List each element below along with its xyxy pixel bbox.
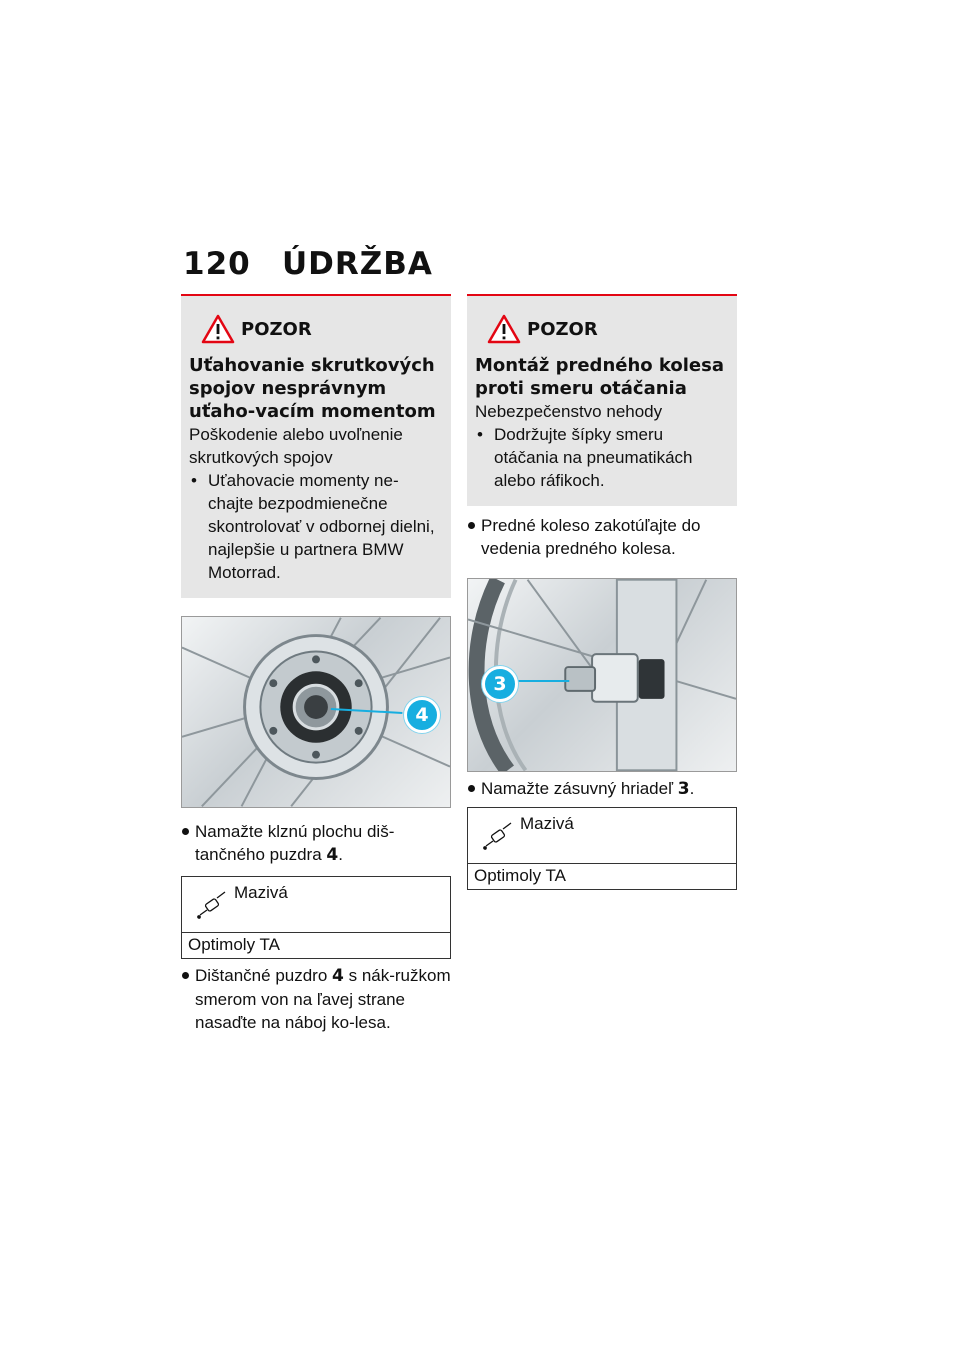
- page-section-title: ÚDRŽBA: [282, 246, 433, 282]
- step-item: [181, 820, 451, 867]
- lubricant-value: Optimoly TA: [474, 866, 566, 885]
- warning-text: Nebezpečenstvo nehody: [475, 402, 663, 421]
- warning-box: [467, 294, 737, 506]
- warning-subtitle: Montáž predného kolesa proti smeru otáčania: [475, 355, 725, 399]
- step-end: .: [338, 845, 343, 864]
- warning-header: [201, 314, 443, 344]
- warning-title: POZOR: [527, 318, 598, 340]
- lubricant-header: [468, 808, 736, 864]
- lubricant-header: [182, 877, 450, 933]
- warning-header: [487, 314, 729, 344]
- figure-front-axle: [467, 578, 737, 772]
- lubricant-oiler-icon: [482, 820, 514, 850]
- lubricant-label: Mazivá: [520, 814, 574, 833]
- lubricant-value: Optimoly TA: [188, 935, 280, 954]
- warning-triangle-icon: [487, 314, 521, 344]
- lubricant-table: [467, 807, 737, 890]
- lubricant-table: [181, 876, 451, 959]
- warning-list: [475, 423, 729, 492]
- step-end: .: [689, 779, 695, 798]
- warning-box: [181, 294, 451, 598]
- lubricant-oiler-icon: [196, 889, 228, 919]
- warning-list-item: • Uťahovacie momenty ne-chajte bezpodmienečne skontrolovať v odbornej dielni, najlepšie u partnera BMW Motorrad.: [189, 469, 443, 584]
- step-item: Predné koleso zakotúľajte do vedenia predného kolesa.: [467, 514, 737, 560]
- warning-subtitle: Uťahovanie skrutkových spojov nesprávnym uťaho-vacím momentom: [189, 355, 436, 422]
- warning-title: POZOR: [241, 318, 312, 340]
- right-column: [467, 294, 737, 890]
- left-column: [181, 294, 451, 1034]
- step-list: [467, 777, 737, 801]
- step-item: [181, 964, 451, 1034]
- step-text: Namažte klznú plochu diš-tančného puzdra: [195, 822, 395, 864]
- step-list: [181, 964, 451, 1034]
- warning-triangle-icon: [201, 314, 235, 344]
- page-number: 120: [183, 246, 251, 282]
- step-item: [467, 777, 737, 801]
- lubricant-label: Mazivá: [234, 883, 288, 902]
- step-ref: 4: [332, 966, 344, 986]
- step-list: [181, 820, 451, 867]
- warning-text: Poškodenie alebo uvoľnenie skrutkových spojov: [189, 425, 403, 467]
- step-text: Namažte zásuvný hriadeľ: [481, 779, 678, 798]
- warning-list: [189, 469, 443, 584]
- step-text: Dištančné puzdro: [195, 966, 333, 985]
- warning-list-item: • Dodržujte šípky smeru otáčania na pneumatikách alebo ráfikoch.: [475, 423, 729, 492]
- step-list: [467, 514, 737, 560]
- step-rest: s nák-ružkom smerom von na ľavej strane nasaďte na náboj ko-lesa.: [195, 966, 451, 1032]
- callout-4: 4: [404, 697, 440, 733]
- step-ref: 4: [326, 845, 339, 865]
- figure-wheel-hub: [181, 616, 451, 808]
- callout-3: 3: [482, 666, 518, 702]
- step-ref: 3: [677, 779, 690, 799]
